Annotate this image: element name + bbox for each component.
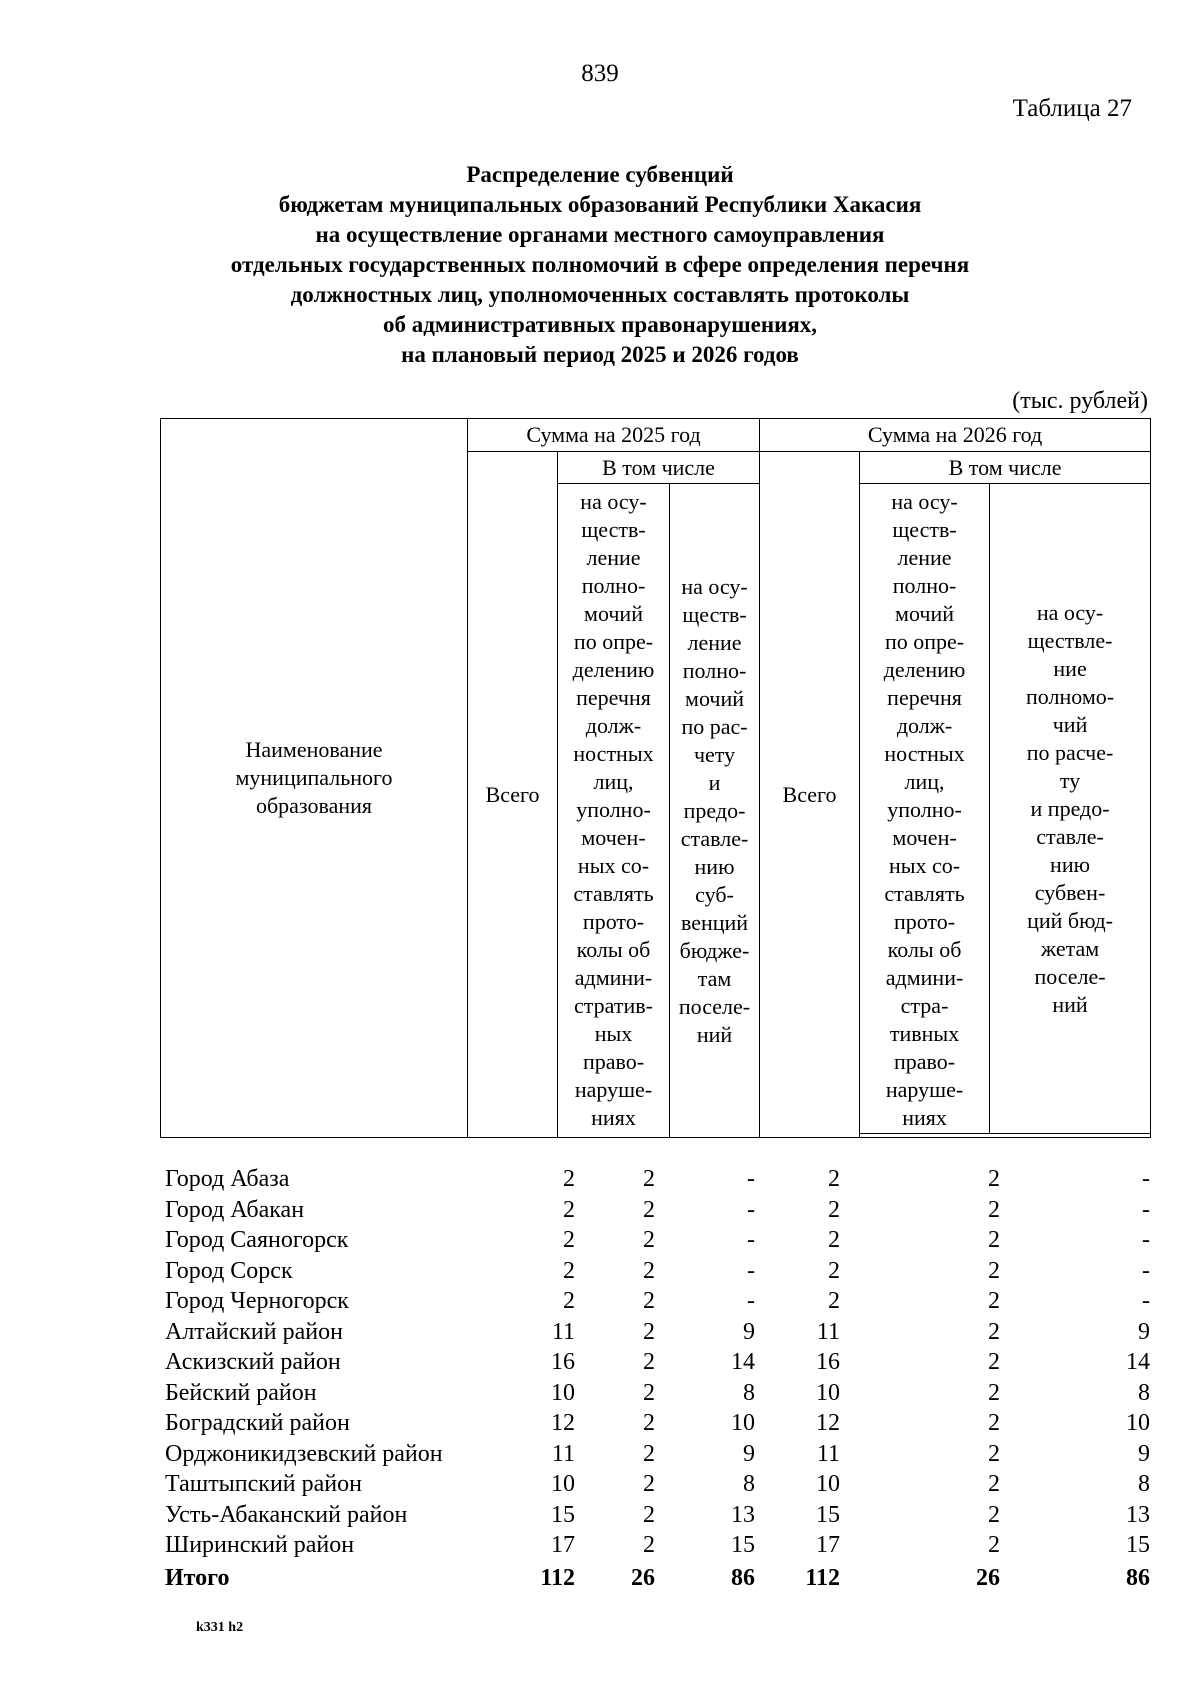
cell-total-2025: 2	[563, 1288, 575, 1314]
cell-protocols-2025: 2	[643, 1196, 655, 1223]
table-row	[165, 1317, 1150, 1348]
cell-settlements-2025: 10	[731, 1410, 755, 1436]
cell-protocols-2026: 2	[988, 1532, 1000, 1558]
cell-protocols-2025: 2	[643, 1471, 655, 1497]
table-row	[165, 1439, 1150, 1470]
cell-protocols-2025: 2	[643, 1349, 655, 1375]
cell-total-2026: 2	[828, 1257, 840, 1284]
cell-protocols-2025: 2	[643, 1501, 655, 1528]
cell-settlements-2025: 8	[743, 1471, 755, 1497]
document-title	[150, 160, 1050, 370]
municipality-name: Усть-Абаканский район	[165, 1501, 408, 1528]
cell-settlements-2025: -	[747, 1166, 755, 1192]
table-row	[165, 1164, 1150, 1195]
cell-total-2026: 2	[828, 1288, 840, 1314]
cell-total-2025: 11	[551, 1318, 575, 1345]
table-row	[165, 1530, 1150, 1561]
cell-total-2025: 10	[551, 1471, 575, 1497]
header-sum-2026: Сумма на 2026 год	[760, 419, 1151, 452]
municipality-name: Бейский район	[165, 1379, 317, 1406]
cell-protocols-2026: 2	[988, 1410, 1000, 1436]
cell-settlements-2026: 9	[1138, 1318, 1150, 1345]
cell-settlements-2026: -	[1142, 1166, 1150, 1192]
cell-total-2026: 2	[828, 1227, 840, 1253]
cell-settlements-2026: 86	[1126, 1564, 1150, 1591]
table-row	[165, 1225, 1150, 1256]
page-number: 839	[581, 60, 619, 87]
municipality-name: Город Абакан	[165, 1196, 305, 1223]
municipality-name: Алтайский район	[165, 1318, 343, 1345]
cell-settlements-2025: 14	[731, 1349, 755, 1375]
table-header	[160, 418, 1151, 1138]
municipality-name: Таштыпский район	[165, 1471, 362, 1497]
table-row	[165, 1469, 1150, 1500]
cell-total-2026: 12	[816, 1410, 840, 1436]
cell-protocols-2025: 2	[643, 1532, 655, 1558]
municipality-name: Аскизский район	[165, 1349, 341, 1375]
cell-total-2025: 12	[551, 1410, 575, 1436]
header-total-2025: Всего	[468, 452, 558, 1138]
cell-settlements-2026: 14	[1126, 1349, 1150, 1375]
total-label: Итого	[165, 1564, 230, 1591]
header-subcol-settlements-2026: на осу- ществле- ние полномо- чий по расче- ту и предо- ставле- нию субвен- ций бюд- жетам поселе- ний	[990, 484, 1151, 1134]
table-row	[165, 1347, 1150, 1378]
cell-settlements-2026: 13	[1126, 1501, 1150, 1528]
table-label: Таблица 27	[1012, 95, 1132, 122]
cell-total-2026: 11	[816, 1440, 840, 1467]
table-total-row	[165, 1563, 1150, 1594]
header-subcol-settlements-2025: на осу- ществ- ление полно- мочий по рас- чету и предо- ставле- нию суб- венций бюдже- там поселе- ний	[670, 484, 760, 1138]
cell-settlements-2025: 15	[731, 1532, 755, 1558]
cell-total-2025: 2	[563, 1166, 575, 1192]
cell-protocols-2025: 2	[643, 1227, 655, 1253]
cell-protocols-2026: 2	[988, 1501, 1000, 1528]
title-line: на осуществление органами местного самоуправления	[315, 222, 885, 247]
municipality-name: Ширинский район	[165, 1532, 355, 1558]
cell-protocols-2026: 2	[988, 1257, 1000, 1284]
cell-protocols-2026: 2	[988, 1349, 1000, 1375]
title-line: должностных лиц, уполномоченных составлять протоколы	[290, 282, 910, 307]
cell-protocols-2025: 2	[643, 1288, 655, 1314]
municipality-name: Город Абаза	[165, 1166, 290, 1192]
cell-total-2025: 10	[551, 1379, 575, 1406]
cell-total-2026: 112	[805, 1564, 840, 1591]
cell-settlements-2025: -	[747, 1257, 755, 1284]
cell-settlements-2025: 8	[743, 1379, 755, 1406]
cell-settlements-2026: 9	[1138, 1440, 1150, 1467]
title-line: на плановый период 2025 и 2026 годов	[401, 342, 799, 367]
title-line: об административных правонарушениях,	[382, 312, 818, 337]
header-spacer	[860, 1134, 1151, 1138]
municipality-name: Город Черногорск	[165, 1288, 349, 1314]
table-row	[165, 1378, 1150, 1409]
cell-total-2025: 2	[563, 1196, 575, 1223]
cell-protocols-2026: 26	[976, 1564, 1000, 1591]
cell-settlements-2026: -	[1142, 1196, 1150, 1223]
cell-total-2026: 16	[816, 1349, 840, 1375]
cell-protocols-2026: 2	[988, 1227, 1000, 1253]
cell-protocols-2026: 2	[988, 1288, 1000, 1314]
cell-total-2025: 17	[551, 1532, 575, 1558]
cell-total-2025: 15	[551, 1501, 575, 1528]
cell-total-2026: 2	[828, 1196, 840, 1223]
cell-total-2025: 16	[551, 1349, 575, 1375]
cell-settlements-2025: -	[747, 1196, 755, 1223]
cell-settlements-2026: 10	[1126, 1410, 1150, 1436]
cell-settlements-2025: 9	[743, 1440, 755, 1467]
cell-protocols-2026: 2	[988, 1318, 1000, 1345]
header-including-2025: В том числе	[558, 452, 760, 484]
municipality-name: Город Сорск	[165, 1257, 293, 1284]
cell-protocols-2025: 2	[643, 1410, 655, 1436]
table-body	[165, 1164, 1150, 1593]
title-line: бюджетам муниципальных образований Республики Хакасия	[278, 192, 922, 217]
cell-protocols-2026: 2	[988, 1166, 1000, 1192]
cell-total-2026: 10	[816, 1379, 840, 1406]
cell-total-2025: 2	[563, 1227, 575, 1253]
table-row	[165, 1256, 1150, 1287]
header-subcol-protocols-2025: на осу- ществ- ление полно- мочий по опре- делению перечня долж- ностных лиц, уполно- мочен- ных со- ставлять прото- колы об админи- стратив- ных право- наруше- ниях	[558, 484, 670, 1138]
municipality-name: Орджоникидзевский район	[165, 1440, 443, 1467]
header-sum-2025: Сумма на 2025 год	[468, 419, 760, 452]
cell-settlements-2026: 8	[1138, 1471, 1150, 1497]
header-total-2026: Всего	[760, 452, 860, 1138]
cell-total-2026: 10	[816, 1471, 840, 1497]
cell-settlements-2026: 15	[1126, 1532, 1150, 1558]
cell-settlements-2026: -	[1142, 1288, 1150, 1314]
title-line: отдельных государственных полномочий в сфере определения перечня	[230, 252, 970, 277]
footer-code: k331 h2	[196, 1620, 244, 1635]
cell-protocols-2025: 2	[643, 1166, 655, 1192]
table-row	[165, 1408, 1150, 1439]
cell-total-2025: 112	[540, 1564, 575, 1591]
municipality-name: Город Саяногорск	[165, 1227, 349, 1253]
unit-label: (тыс. рублей)	[1012, 388, 1148, 414]
cell-protocols-2026: 2	[988, 1471, 1000, 1497]
table-row	[165, 1195, 1150, 1226]
cell-settlements-2026: 8	[1138, 1379, 1150, 1406]
cell-protocols-2025: 2	[643, 1318, 655, 1345]
cell-protocols-2025: 26	[631, 1564, 655, 1591]
header-including-2026: В том числе	[860, 452, 1151, 484]
cell-total-2025: 11	[551, 1440, 575, 1467]
cell-total-2026: 17	[816, 1532, 840, 1558]
cell-settlements-2025: -	[747, 1288, 755, 1314]
cell-total-2026: 15	[816, 1501, 840, 1528]
cell-protocols-2026: 2	[988, 1196, 1000, 1223]
cell-protocols-2026: 2	[988, 1440, 1000, 1467]
table-row	[165, 1286, 1150, 1317]
municipality-name: Боградский район	[165, 1410, 350, 1436]
cell-protocols-2026: 2	[988, 1379, 1000, 1406]
cell-settlements-2025: 13	[731, 1501, 755, 1528]
cell-settlements-2025: -	[747, 1227, 755, 1253]
cell-protocols-2025: 2	[643, 1379, 655, 1406]
cell-total-2026: 2	[828, 1166, 840, 1192]
table-row	[165, 1500, 1150, 1531]
cell-protocols-2025: 2	[643, 1257, 655, 1284]
cell-settlements-2026: -	[1142, 1227, 1150, 1253]
cell-settlements-2026: -	[1142, 1257, 1150, 1284]
title-line: Распределение субвенций	[466, 162, 734, 187]
cell-settlements-2025: 9	[743, 1318, 755, 1345]
cell-protocols-2025: 2	[643, 1440, 655, 1467]
header-name-column: Наименование муниципального образования	[161, 419, 468, 1138]
cell-settlements-2025: 86	[731, 1564, 755, 1591]
cell-total-2025: 2	[563, 1257, 575, 1284]
cell-total-2026: 11	[816, 1318, 840, 1345]
header-subcol-protocols-2026: на осу- ществ- ление полно- мочий по опре- делению перечня долж- ностных лиц, уполно- мочен- ных со- ставлять прото- колы об админи- стра- тивных право- наруше- ниях	[860, 484, 990, 1134]
